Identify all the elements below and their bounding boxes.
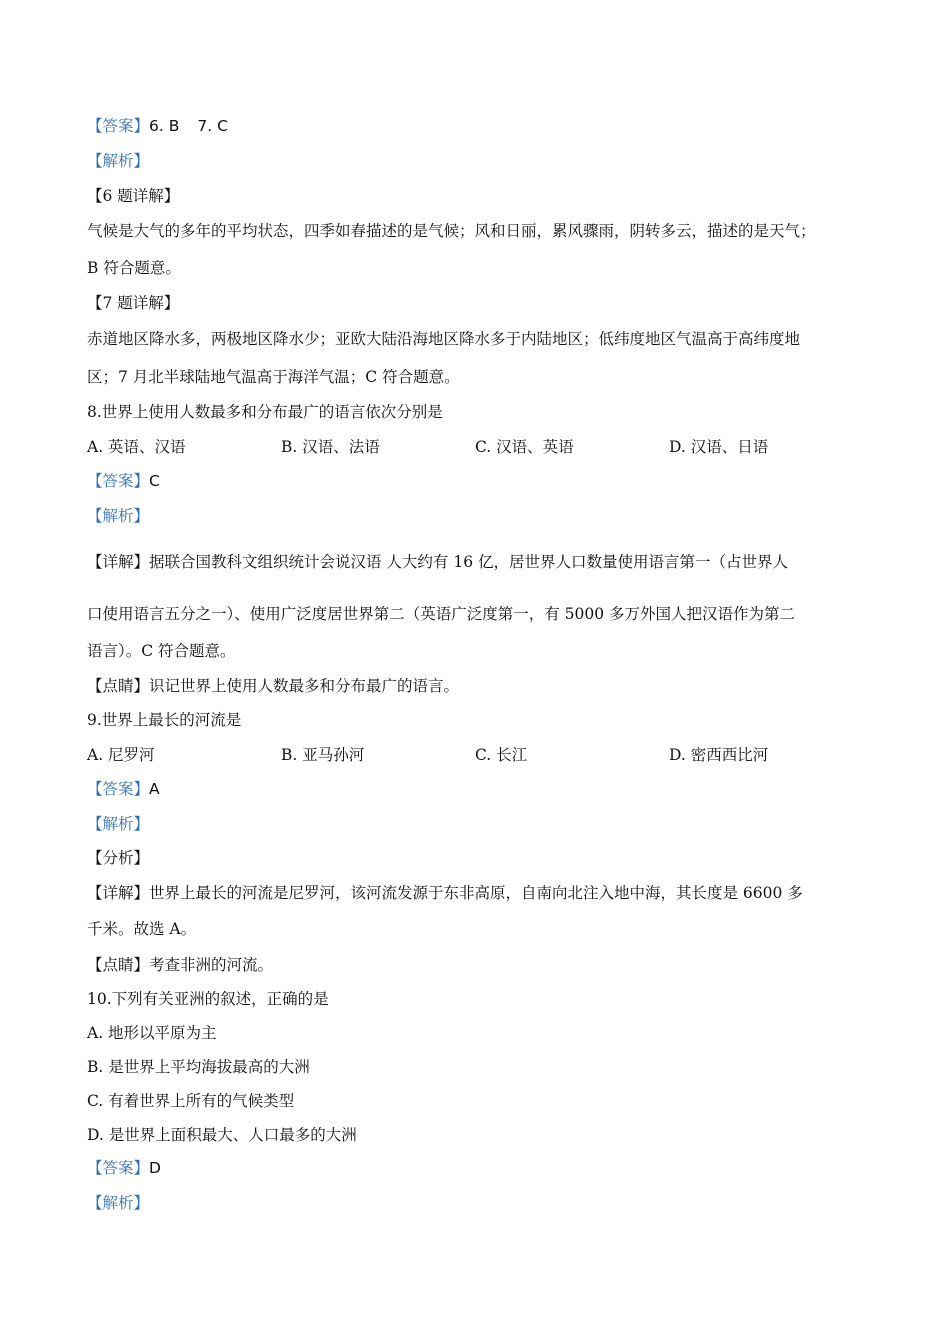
q9-option-d: D. 密西西比河 — [669, 746, 769, 764]
q9-option-b: B. 亚马孙河 — [281, 746, 365, 764]
q9-answer-line — [87, 779, 160, 799]
q9-option-a: A. 尼罗河 — [87, 746, 155, 764]
q8-detail-line: 口使用语言五分之一）、使用广泛度居世界第二（英语广泛度第一，有 5000 多万外国人把汉语作为第二 — [87, 605, 796, 623]
q8-option-d: D. 汉语、日语 — [669, 438, 769, 456]
question-9-stem: 9.世界上最长的河流是 — [87, 711, 242, 729]
q10-option-b: B. 是世界上平均海拔最高的大洲 — [87, 1058, 310, 1076]
q8-detail-line: 语言）。C 符合题意。 — [87, 642, 236, 660]
q8-option-b: B. 汉语、法语 — [281, 438, 380, 456]
analysis-tag: 【解析】 — [87, 152, 150, 170]
q10-answer-line — [87, 1158, 161, 1178]
q8-option-c: C. 汉语、英语 — [475, 438, 574, 456]
q9-point: 【点睛】考查非洲的河流。 — [87, 956, 274, 974]
q8-option-a: A. 英语、汉语 — [87, 438, 186, 456]
q10-option-a: A. 地形以平原为主 — [87, 1024, 217, 1042]
answer-line-6-7 — [87, 116, 228, 136]
q9-answer: A — [149, 780, 160, 798]
q7-detail-line: 赤道地区降水多，两极地区降水少；亚欧大陆沿海地区降水多于内陆地区；低纬度地区气温高于高纬度地 — [87, 330, 801, 348]
q10-option-d: D. 是世界上面积最大、人口最多的大洲 — [87, 1126, 357, 1144]
q6-detail-line: 气候是大气的多年的平均状态，四季如春描述的是气候；风和日丽，累风骤雨，阴转多云，描述的是天气； — [87, 222, 816, 240]
q8-answer-line — [87, 471, 160, 491]
q7-detail-line: 区；7 月北半球陆地气温高于海洋气温；C 符合题意。 — [87, 368, 460, 386]
question-10-stem: 10.下列有关亚洲的叙述，正确的是 — [87, 990, 329, 1008]
answer-tag: 【答案】 — [87, 1159, 150, 1177]
question-8-stem: 8.世界上使用人数最多和分布最广的语言依次分别是 — [87, 403, 443, 421]
q7-detail-heading: 【7 题详解】 — [87, 294, 180, 312]
q8-answer: C — [149, 472, 160, 490]
answer-6: 6. B — [149, 117, 180, 135]
q6-detail-heading: 【6 题详解】 — [87, 187, 180, 205]
q9-detail-line: 千米。故选 A。 — [87, 920, 197, 938]
q6-detail-line: B 符合题意。 — [87, 259, 181, 277]
q9-analysis-heading: 【分析】 — [87, 849, 150, 867]
answer-7: 7. C — [197, 117, 228, 135]
analysis-tag: 【解析】 — [87, 815, 150, 833]
q9-detail-line: 【详解】世界上最长的河流是尼罗河，该河流发源于东非高原，自南向北注入地中海，其长度是 6600 多 — [87, 884, 803, 902]
answer-tag: 【答案】 — [87, 472, 150, 490]
answer-tag: 【答案】 — [87, 780, 150, 798]
q9-option-c: C. 长江 — [475, 746, 528, 764]
analysis-tag: 【解析】 — [87, 1194, 150, 1212]
q10-answer: D — [149, 1159, 161, 1177]
q8-detail-line: 【详解】据联合国教科文组织统计会说汉语 人大约有 16 亿，居世界人口数量使用语言第一（占世界人 — [87, 553, 789, 571]
analysis-tag: 【解析】 — [87, 507, 150, 525]
q8-point: 【点睛】识记世界上使用人数最多和分布最广的语言。 — [87, 677, 460, 695]
answer-tag: 【答案】 — [87, 117, 150, 135]
q10-option-c: C. 有着世界上所有的气候类型 — [87, 1092, 295, 1110]
